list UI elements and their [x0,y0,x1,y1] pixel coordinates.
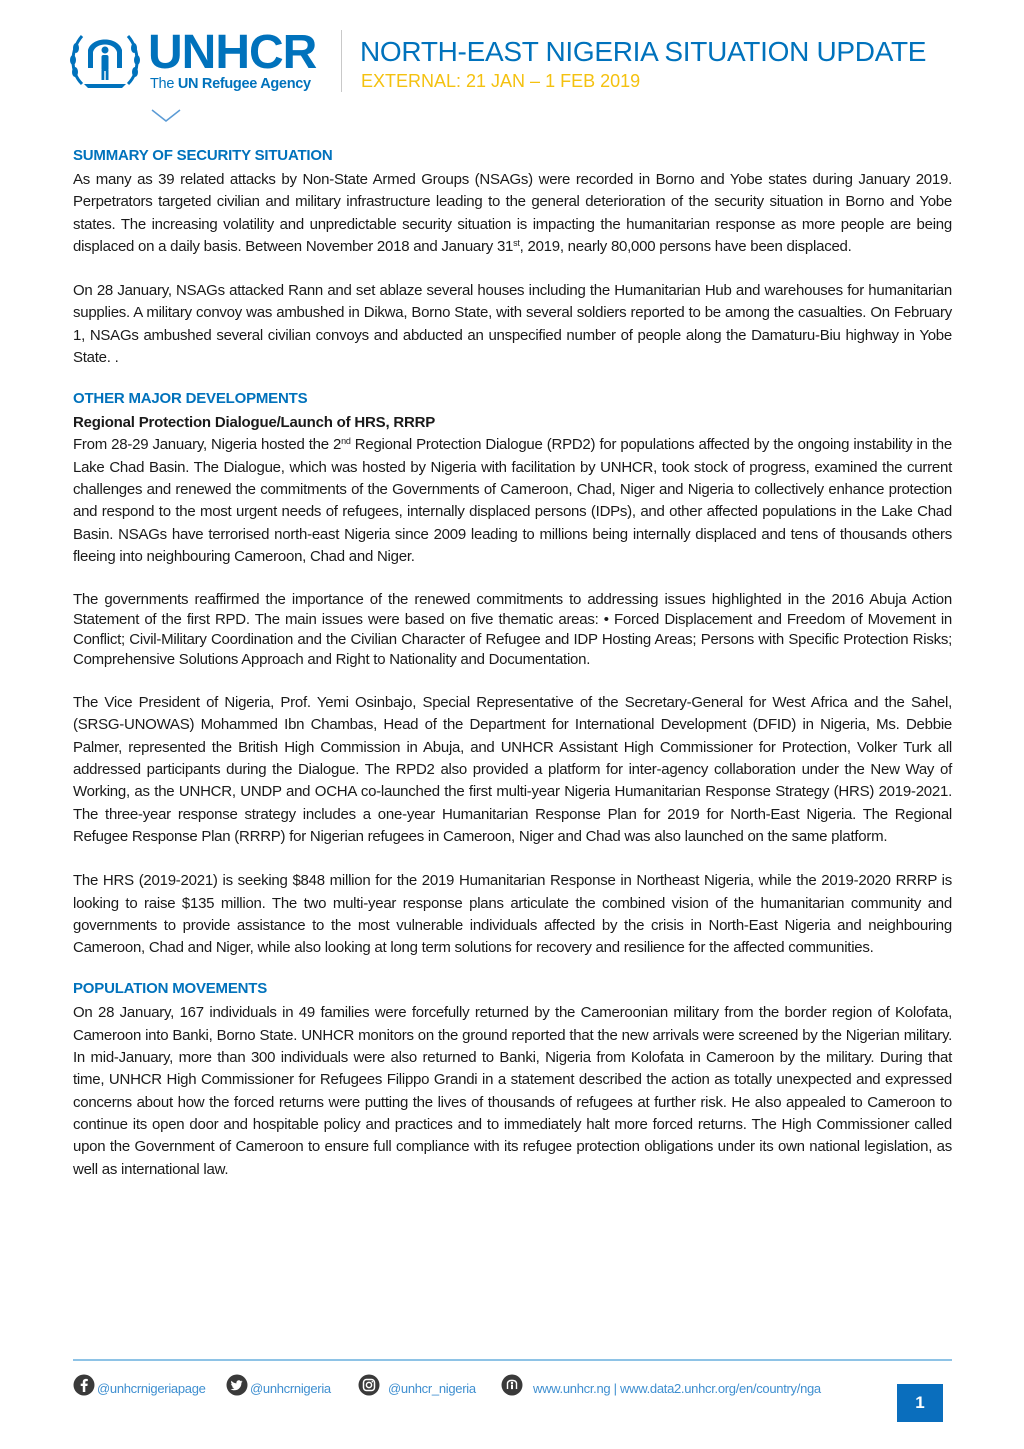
chevron-down-icon [150,108,182,124]
developments-paragraph-1: From 28-29 January, Nigeria hosted the 2nd Regional Protection Dialogue (RPD2) for populations affected by the ongoing instability in the Lake Chad Basin. The Dialogue, which was hosted by Nigeria with facilitation by UNHCR, took stock of progress, examined the current challenges and renewed the commitments of the Governments of Cameroon, Chad, Niger and Nigeria to collectively enhance protection and respond to the most urgent needs of refugees, internally displaced persons (IDPs), and other affected populations in the Lake Chad Basin. NSAGs have terrorised north-east Nigeria since 2009 leading to millions being internally displaced and tens of thousands others fleeing into neighbouring Cameroon, Chad and Niger. [73,436,952,565]
section-title-population: POPULATION MOVEMENTS [73,980,268,998]
facebook-icon [73,1374,95,1396]
facebook-handle[interactable]: @unhcrnigeriapage [97,1381,206,1396]
logo-tagline: The UN Refugee Agency [150,76,311,92]
instagram-icon [358,1374,380,1396]
twitter-link[interactable] [226,1374,331,1396]
twitter-handle[interactable]: @unhcrnigeria [250,1381,331,1396]
security-paragraph-2: On 28 January, NSAGs attacked Rann and set ablaze several houses including the Humanitarian Hub and warehouses for humanitarian supplies. A military convoy was ambushed in Dikwa, Borno State, with several soldiers reported to be among the casualties. On February 1, NSAGs ambushed several civilian convoys and abducted an unspecified number of people along the Damaturu-Biu highway in Yobe State. . [73,282,952,367]
footer-social-links [73,1374,893,1404]
population-paragraph-1: On 28 January, 167 individuals in 49 families were forcefully returned by the Cameroonian military from the border region of Kolofata, Cameroon into Banki, Borno State. UNHCR monitors on the ground reported that the new arrivals were screened by the Nigerian military. In mid-January, more than 300 individuals were also returned to Banki, Nigeria from Kolofata in Cameroon by the military. During that time, UNHCR High Commissioner for Refugees Filippo Grandi in a statement described the action as totally unexpected and expressed concerns about how the forced returns were putting the lives of thousands of refugees at further risk. He also appealed to Cameroon to continue its open door and hospitable policy and practices and to immediately halt more forced returns. The High Commissioner called upon the Government of Cameroon to ensure full compliance with its refugee protection obligations under its own national legislation, as well as international law. [73,1004,952,1178]
unhcr-emblem-icon [68,28,142,92]
website-urls[interactable]: www.unhcr.ng | www.data2.unhcr.org/en/country/nga [533,1381,821,1396]
website-links[interactable] [501,1374,821,1396]
subheading-rpd: Regional Protection Dialogue/Launch of HRS, RRRP [73,414,436,432]
section-title-developments: OTHER MAJOR DEVELOPMENTS [73,390,308,408]
developments-paragraph-3: The Vice President of Nigeria, Prof. Yemi Osinbajo, Special Representative of the Secretary-General for West Africa and the Sahel, (SRSG-UNOWAS) Mohammed Ibn Chambas, Head of the Department for International Development (DFID) in Nigeria, Ms. Debbie Palmer, represented the British High Commission in Abuja, and UNHCR Assistant High Commissioner for Protection, Volker Turk all addressed participants during the Dialogue. The RPD2 also provided a platform for inter-agency collaboration under the New Way of Working, as the UNHCR, UNDP and OCHA co-launched the first multi-year Nigeria Humanitarian Response Strategy (HRS) 2019-2021. The three-year response strategy includes a one-year Humanitarian Response Plan for 2019 for North-East Nigeria. The Regional Refugee Response Plan (RRRP) for Nigerian refugees in Cameroon, Niger and Chad was also launched on the same platform. [73,694,952,845]
instagram-handle[interactable]: @unhcr_nigeria [388,1381,476,1396]
footer-divider [73,1359,952,1361]
unhcr-web-icon [501,1374,523,1396]
page-number-badge: 1 [897,1384,943,1422]
instagram-link[interactable] [358,1374,476,1396]
section-title-security: SUMMARY OF SECURITY SITUATION [73,147,333,164]
security-paragraph-1: As many as 39 related attacks by Non-State Armed Groups (NSAGs) were recorded in Borno and Yobe states during January 2019. Perpetrators targeted civilian and military infrastructure leading to the general deterioration of the security situation in Borno and Yobe states. The increasing volatility and unpredictable security situation is impacting the humanitarian response as more people are being displaced on a daily basis. Between November 2018 and January 31st, 2019, nearly 80,000 persons have been displaced. [73,171,952,255]
document-body [73,146,952,1181]
facebook-link[interactable] [73,1374,206,1396]
document-subtitle: EXTERNAL: 21 JAN – 1 FEB 2019 [361,71,641,91]
developments-paragraph-2: The governments reaffirmed the importance of the renewed commitments to addressing issues highlighted in the 2016 Abuja Action Statement of the first RPD. The main issues were based on five thematic areas: • Forced Displacement and Freedom of Movement in Conflict; Civil-Military Coordination and the Civilian Character of Refugee and IDP Hosting Areas; Persons with Specific Protection Risks; Comprehensive Solutions Approach and Right to Nationality and Documentation. [73,591,952,669]
developments-paragraph-4: The HRS (2019-2021) is seeking $848 million for the 2019 Humanitarian Response in Northeast Nigeria, while the 2019-2020 RRRP is looking to raise $135 million. The two multi-year response plans articulate the combined vision of the humanitarian community and governments to provide assistance to the most vulnerable individuals affected by the crisis in North-East Nigeria and neighbouring Cameroon, Chad and Niger, while also looking at long term solutions for recovery and resilience for the affected communities. [73,872,952,957]
header-divider [341,30,342,92]
logo-wordmark: UNHCR [148,26,317,79]
twitter-icon [226,1374,248,1396]
document-header [0,0,1024,130]
unhcr-logo [68,28,330,98]
document-title: NORTH-EAST NIGERIA SITUATION UPDATE [360,36,927,67]
